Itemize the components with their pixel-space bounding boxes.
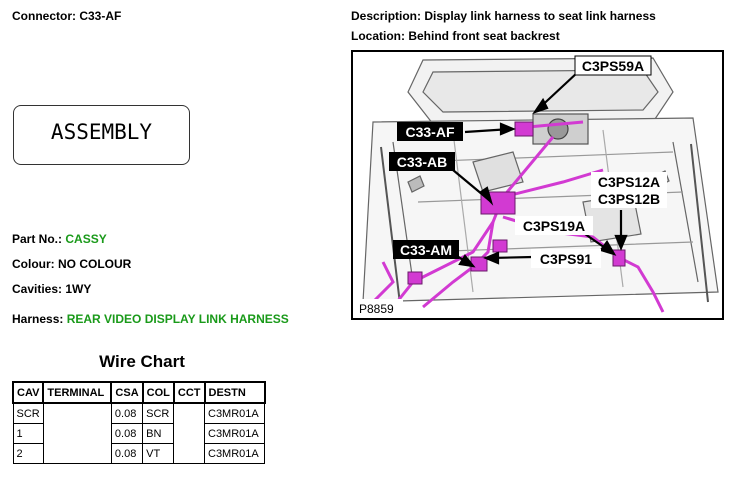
part-no-row [12, 232, 107, 246]
cell-col: VT [143, 444, 174, 464]
figure-id: P8859 [359, 302, 394, 316]
cavities-row [12, 282, 91, 296]
assembly-stamp: ASSEMBLY [50, 120, 153, 144]
callout-c3ps12b: C3PS12B [597, 191, 661, 207]
wire-chart-table [12, 381, 266, 464]
header-destn: DESTN [205, 382, 265, 403]
harness-row [12, 312, 289, 326]
location-label: Location: [351, 29, 405, 43]
cell-csa: 0.08 [111, 444, 142, 464]
part-no-label: Part No.: [12, 232, 63, 246]
header-cav: CAV [13, 382, 43, 403]
connector-label: Connector: [12, 9, 76, 23]
cell-col: BN [143, 424, 174, 444]
cell-cct [174, 403, 205, 464]
description-label: Description: [351, 9, 422, 23]
cell-destn: C3MR01A [205, 424, 265, 444]
wire-chart-header-row [13, 382, 265, 403]
location-value: Behind front seat backrest [408, 29, 560, 43]
callout-c3ps19a: C3PS19A [522, 218, 586, 234]
harness-value: REAR VIDEO DISPLAY LINK HARNESS [66, 312, 289, 326]
wire-chart-title: Wire Chart [99, 352, 185, 371]
description-row [351, 9, 656, 23]
connector-row [12, 9, 121, 23]
cell-cav: SCR [13, 403, 43, 424]
part-no-value: CASSY [65, 232, 107, 246]
header-csa: CSA [111, 382, 142, 403]
callout-c3ps59a: C3PS59A [581, 58, 645, 74]
location-diagram [351, 50, 724, 320]
cell-col: SCR [143, 403, 174, 424]
connector-value: C33-AF [79, 9, 122, 23]
callout-c33-ab: C33-AB [396, 154, 448, 170]
cavities-label: Cavities: [12, 282, 63, 296]
callout-c33-am: C33-AM [399, 242, 453, 258]
colour-label: Colour: [12, 257, 55, 271]
callout-c33-af: C33-AF [405, 124, 455, 140]
cell-cav: 1 [13, 424, 43, 444]
callout-c3ps12a: C3PS12A [597, 174, 661, 190]
header-col: COL [143, 382, 174, 403]
description-value: Display link harness to seat link harness [424, 9, 656, 23]
seat-frame-illustration [353, 52, 722, 318]
cell-csa: 0.08 [111, 424, 142, 444]
cell-csa: 0.08 [111, 403, 142, 424]
cavities-value: 1WY [65, 282, 92, 296]
header-cct: CCT [174, 382, 205, 403]
colour-row [12, 257, 131, 271]
header-terminal: TERMINAL [43, 382, 111, 403]
cell-cav: 2 [13, 444, 43, 464]
harness-label: Harness: [12, 312, 64, 326]
colour-value: NO COLOUR [58, 257, 132, 271]
callout-c3ps91: C3PS91 [539, 251, 593, 267]
table-row [13, 403, 265, 424]
cell-destn: C3MR01A [205, 403, 265, 424]
cell-terminal [43, 403, 111, 464]
connector-image-placeholder [13, 105, 190, 165]
location-row [351, 29, 560, 43]
cell-destn: C3MR01A [205, 444, 265, 464]
